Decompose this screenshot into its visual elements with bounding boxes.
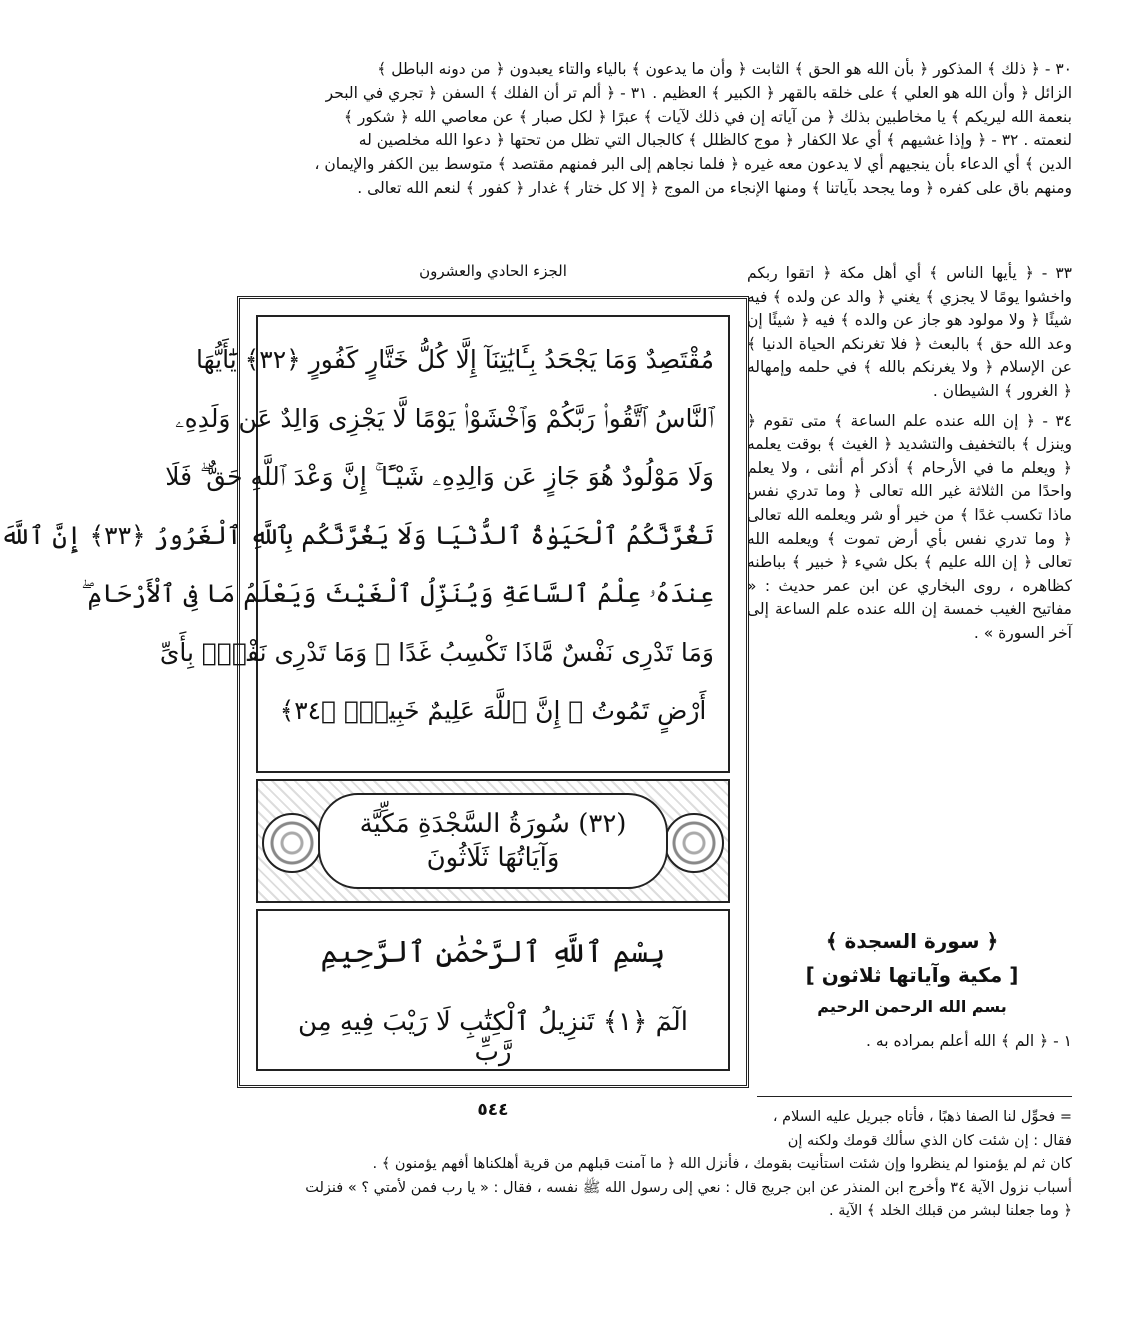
commentary-line: ومنهم باق على كفره ﴿ وما يجحد بآياتنا ﴾ ومنها الإنجاء من الموج ﴿ إلا كل ختار ﴾ غدار ﴿ كفور ﴾ لنعم الله تعالى . [357, 178, 1072, 197]
commentary-line: ٣٠ - ﴿ ذلك ﴾ المذكور ﴿ بأن الله هو الحق ﴾ الثابت ﴿ وأن ما يدعون ﴾ بالياء والتاء يعبدون ﴿ من دونه الباطل ﴾ [377, 60, 1072, 78]
surah-heading-basmala: بسم الله الرحمن الرحيم [817, 997, 1007, 1016]
ayah1-commentary: ١ - ﴿ الم ﴾ الله أعلم بمراده به . [866, 1032, 1072, 1050]
surah-heading-info: [ مكية وآياتها ثلاثون ] [805, 963, 1019, 987]
quran-line: ٱلنَّاسُ ٱتَّقُوا۟ رَبَّكُمْ وَٱخْشَوْا۟ يَوْمًا لَّا يَجْزِى وَالِدٌ عَن وَلَدِهِۦ [175, 403, 714, 433]
quran-line: وَمَا تَدْرِى نَفْسٌ مَّاذَا تَكْسِبُ غَدًا ۖ وَمَا تَدْرِى نَفْسٌۢ بِأَىِّ [159, 637, 714, 667]
surah-heading-name: ﴿ سورة السجدة ﴾ [825, 929, 999, 953]
page-number: ٥٤٤ [477, 1100, 509, 1120]
opening-panel [256, 909, 730, 1071]
basmala: بِسْمِ ٱللَّهِ ٱلرَّحْمَٰنِ ٱلرَّحِيمِ [320, 935, 666, 970]
footnotes [231, 1106, 1072, 1224]
quran-line: وَلَا مَوْلُودٌ هُوَ جَازٍ عَن وَالِدِهِۦ شَيْـًٔا ۚ إِنَّ وَعْدَ ٱللَّهِ حَقٌّ ۖ فَلَا [165, 462, 714, 491]
juz-header: الجزء الحادي والعشرون [419, 262, 567, 280]
commentary-top [231, 58, 1072, 248]
quran-line: عِندَهُۥ عِلْمُ ٱلسَّاعَةِ وَيُنَزِّلُ ٱلْغَيْثَ وَيَعْلَمُ مَا فِى ٱلْأَرْحَامِ ۖ [81, 579, 714, 608]
surah-banner [256, 779, 730, 903]
surah-banner-title [318, 793, 668, 889]
commentary-line: الزائل ﴿ وأن الله هو العلي ﴾ على خلقه بالقهر ﴿ الكبير ﴾ العظيم . ٣١ - ﴿ ألم تر أن الفلك ﴾ السفن ﴿ تجري في البحر [325, 83, 1072, 102]
commentary-right [747, 262, 1072, 882]
quran-line: مُقْتَصِدٌ وَمَا يَجْحَدُ بِـَٔايَٰتِنَآ إِلَّا كُلُّ خَتَّارٍ كَفُورٍ ﴿٣٢﴾ يَٰٓأَيُّهَا [195, 345, 714, 374]
surah-banner-name: (٣٢) سُورَةُ السَّجْدَةِ مَكِّيَّة [359, 809, 627, 839]
footnote-line: كان ثم لم يؤمنوا لم ينظروا وإن شئت استأنيت بقومك ، فأنزل الله ﴿ ما آمنت قبلهم من قرية أهلكناها أفهم يؤمنون ﴾ . [372, 1156, 1072, 1172]
rosette-ornament-icon [664, 813, 724, 873]
quran-line: تَغُرَّنَّكُمُ ٱلْحَيَوٰةُ ٱلدُّنْيَا وَلَا يَغُرَّنَّكُم بِٱللَّهِ ٱلْغَرُورُ ﴿٣٣﴾ إِنَّ ٱللَّهَ [0, 520, 714, 550]
verse-panel [0, 315, 730, 773]
commentary-paragraph: ٣٤ - ﴿ إن الله عنده علم الساعة ﴾ متى تقوم ﴿ وينزل ﴾ بالتخفيف والتشديد ﴿ الغيث ﴾ بوقت يعلمه ﴿ ويعلم ما في الأرحام ﴾ أذكر أم أنثى ، ولا يعلم واحدًا من الثلاثة غير الله تعالى ﴿ وما تدري نفس ماذا تكسب غدًا ﴾ من خير أو شر ويعلمه الله تعالى ﴿ وما تدري نفس بأي أرض تموت ﴾ ويعلمه الله تعالى ﴿ إن الله عليم ﴾ بكل شيء ﴿ خبير ﴾ بباطنه كظاهره ، روى البخاري عن ابن عمر حديث : « مفاتيح الغيب خمسة إن الله عنده علم الساعة إلى آخر السورة » . [747, 411, 1072, 642]
footnote-divider [757, 1096, 1072, 1097]
footnote-line: ﴿ وما جعلنا لبشر من قبلك الخلد ﴾ الآية . [828, 1203, 1072, 1219]
commentary-line: لنعمته . ٣٢ - ﴿ وإذا غشيهم ﴾ أي علا الكفار ﴿ موج كالظلل ﴾ كالجبال التي تظل من تحتها ﴿ دعوا الله مخلصين له [358, 131, 1072, 150]
surah-heading [757, 924, 1067, 1022]
rosette-ornament-icon [262, 813, 322, 873]
footnote-line: = فحوِّل لنا الصفا ذهبًا ، فأتاه جبريل عليه السلام ، [772, 1109, 1072, 1125]
surah-banner-verses: وَآيَاتُهَا ثَلَاثُونَ [426, 843, 560, 873]
quran-frame [0, 296, 749, 1088]
first-ayah: الٓمٓ ﴿١﴾ تَنزِيلُ ٱلْكِتَٰبِ لَا رَيْبَ فِيهِ مِن رَّبِّ [297, 1007, 689, 1067]
commentary-paragraph: ٣٣ - ﴿ يأيها الناس ﴾ أي أهل مكة ﴿ اتقوا ربكم واخشوا يومًا لا يجزي ﴾ يغني ﴿ والد عن ولده ﴾ فيه شيئًا ﴿ ولا مولود هو جاز عن والده ﴾ فيه ﴿ شيئًا إن وعد الله حق ﴾ بالبعث ﴿ فلا تغرنكم الحياة الدنيا ﴾ عن الإسلام ﴿ ولا يغرنكم بالله ﴾ في حلمه وإمهاله ﴿ الغرور ﴾ الشيطان . [747, 264, 1072, 400]
footnote-line: فقال : إن شئت كان الذي سألك قومك ولكنه إن [787, 1132, 1072, 1149]
commentary-line: بنعمة الله ليريكم ﴾ يا مخاطبين بذلك ﴿ من آياته إن في ذلك لآيات ﴾ عبرًا ﴿ لكل صبار ﴾ عن معاصي الله ﴿ شكور ﴾ [343, 107, 1072, 126]
quran-line: أَرْضٍ تَمُوتُ ۚ إِنَّ ٱللَّهَ عَلِيمٌ خَبِيرٌۢ ﴿٣٤﴾ [279, 696, 707, 725]
commentary-line: الدين ﴾ أي الدعاء بأن ينجيهم أي لا يدعون معه غيره ﴿ فلما نجاهم إلى البر فمنهم مقتصد ﴾ متوسط بين الكفر والإيمان ، [314, 155, 1072, 174]
footnote-line: أسباب نزول الآية ٣٤ وأخرج ابن المنذر عن ابن جريج قال : نعي إلى رسول الله ﷺ نفسه ، فقال : « يا رب فمن لأمتي ؟ » فنزلت [305, 1179, 1072, 1196]
